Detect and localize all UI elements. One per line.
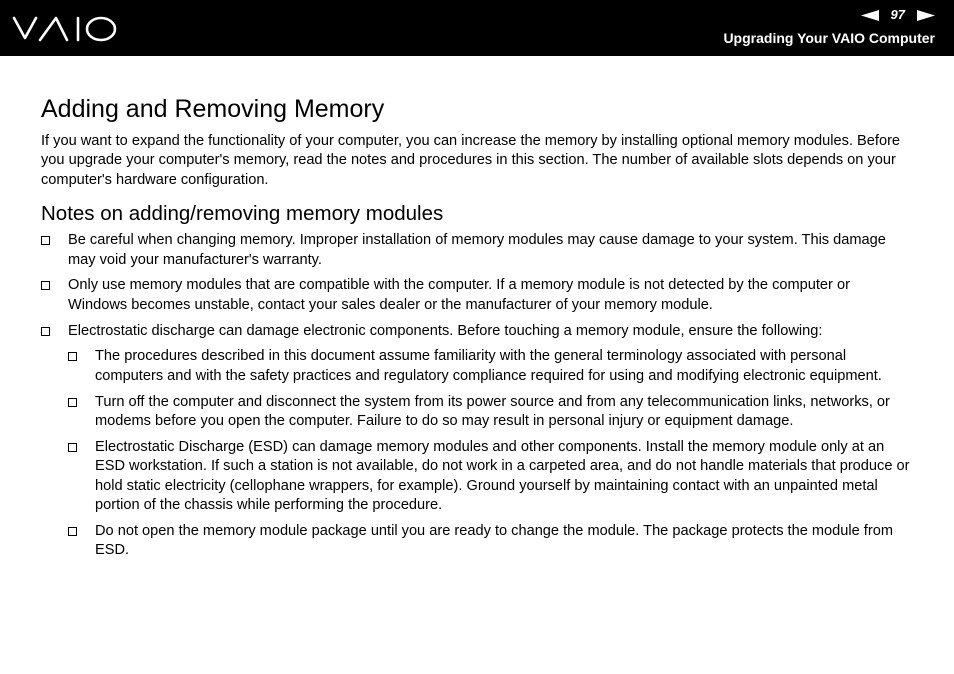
- previous-page-icon[interactable]: [861, 10, 879, 21]
- list-item-text: Electrostatic discharge can damage electronic components. Before touching a memory module, ensure the following:: [68, 322, 823, 339]
- list-item-text: Only use memory modules that are compatible with the computer. If a memory module is not detected by the computer or Windows becomes unstable, contact your sales dealer or the manufacturer of your memory module.: [68, 277, 850, 313]
- checkbox-bullet-icon: [68, 352, 77, 361]
- main-content: [41, 94, 913, 567]
- list-item: [68, 393, 913, 432]
- list-item: [68, 522, 913, 561]
- checkbox-bullet-icon: [68, 527, 77, 536]
- section-title: Upgrading Your VAIO Computer: [723, 30, 935, 46]
- checkbox-bullet-icon: [41, 281, 50, 290]
- list-item: [41, 322, 913, 561]
- page-navigation: [861, 7, 935, 23]
- intro-paragraph: If you want to expand the functionality of your computer, you can increase the memory by installing optional memory modules. Before you upgrade your computer's memory, read the notes and procedures in this section. The number of available slots depends on your computer's hardware configuration.: [41, 133, 901, 188]
- list-item-text: Turn off the computer and disconnect the system from its power source and from any telecommunication links, networks, or modems before you open the computer. Failure to do so may result in personal injury or equipment damage.: [95, 393, 890, 430]
- list-item: [68, 438, 913, 516]
- list-item-text: Electrostatic Discharge (ESD) can damage memory modules and other components. Install the memory module only at an ESD workstation. If such a station is not available, do not work in a carpeted area, and do not handle materials that produce or hold static electricity (cellophane wrappers, for example). Ground yourself by maintaining contact with an unpainted metal portion of the chassis while performing the procedure.: [95, 438, 910, 514]
- list-item: [41, 231, 913, 270]
- list-item: [41, 276, 913, 315]
- vaio-logo: [12, 14, 122, 44]
- checkbox-bullet-icon: [68, 443, 77, 452]
- list-item-text: Be careful when changing memory. Improper installation of memory modules may cause damage to your system. This damage may void your manufacturer's warranty.: [68, 232, 886, 268]
- section-heading: Notes on adding/removing memory modules: [41, 202, 444, 226]
- list-item-text: Do not open the memory module package until you are ready to change the module. The package protects the module from ESD.: [95, 522, 893, 559]
- page-number: 97: [890, 7, 905, 22]
- page-header: [0, 0, 954, 56]
- list-item: [68, 347, 913, 386]
- esd-precautions-list: [68, 347, 913, 560]
- checkbox-bullet-icon: [41, 327, 50, 336]
- notes-list: [41, 231, 913, 560]
- page-title: Adding and Removing Memory: [41, 95, 385, 123]
- list-item-text: The procedures described in this document assume familiarity with the general terminology associated with personal computers and with the safety practices and regulatory compliance required for using and modifying electronic equipment.: [95, 348, 882, 384]
- checkbox-bullet-icon: [41, 236, 50, 245]
- checkbox-bullet-icon: [68, 398, 77, 407]
- next-page-icon[interactable]: [917, 10, 935, 21]
